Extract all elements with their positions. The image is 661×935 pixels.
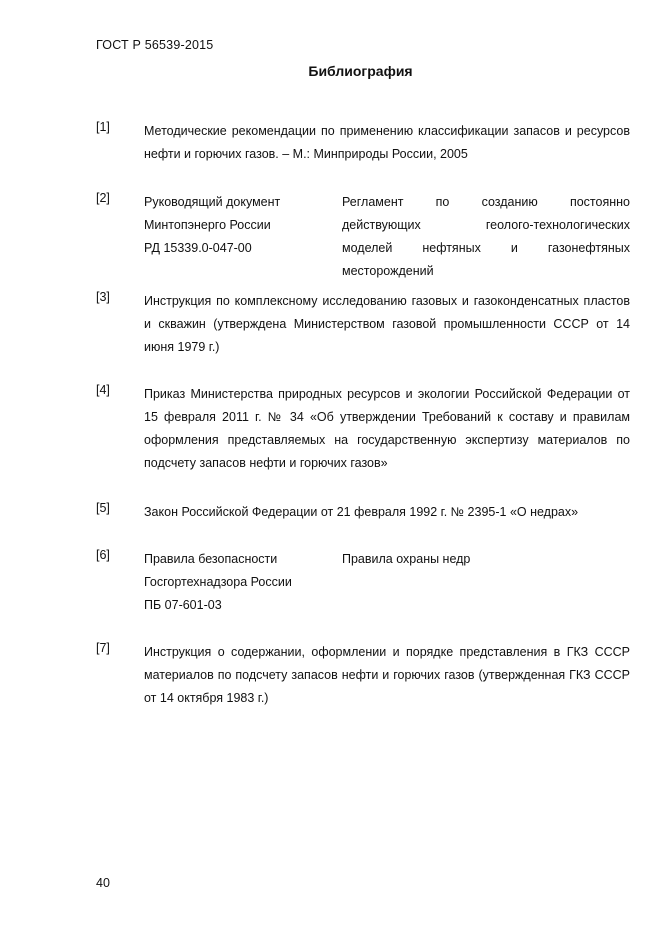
entry-left-line: Правила безопасности [144, 552, 278, 566]
entry-right-line: действующих геолого-технологических [342, 218, 630, 232]
entry-document-reference [144, 548, 342, 617]
entry-text: Инструкция о содержании, оформлении и порядке представления в ГКЗ СССР материалов по подсчету запасов нефти и горючих газов (утвержденная ГКЗ СССР от 14 октября 1983 г.) [144, 645, 630, 705]
entry-left-line: РД 15339.0-047-00 [144, 241, 252, 255]
bibliography-entry-2 [96, 191, 630, 283]
entry-number: [7] [96, 641, 110, 655]
entry-right-line: Регламент по созданию постоянно [342, 195, 630, 209]
bibliography-entry-5 [96, 501, 630, 524]
bibliography-entry-3 [96, 290, 630, 359]
bibliography-entry-4 [96, 383, 630, 475]
bibliography-entry-7 [96, 641, 630, 710]
entry-number: [3] [96, 290, 110, 304]
page-title: Библиография [308, 63, 413, 79]
document-code: ГОСТ Р 56539-2015 [96, 38, 214, 52]
entry-number: [2] [96, 191, 110, 205]
entry-text: Приказ Министерства природных ресурсов и экологии Российской Федерации от 15 февраля 2011 г. № 34 «Об утверждении Требований к составу и правилам оформления представляемых на государственную экспертизу материалов по подсчету запасов нефти и горючих газов» [144, 387, 630, 470]
entry-text: Инструкция по комплексному исследованию газовых и газоконденсатных пластов и скважин (утверждена Министерством газовой промышленности СССР от 14 июня 1979 г.) [144, 294, 630, 354]
bibliography-entry-1 [96, 120, 630, 166]
entry-number: [4] [96, 383, 110, 397]
entry-left-line: ПБ 07-601-03 [144, 598, 222, 612]
entry-number: [1] [96, 120, 110, 134]
entry-text: Закон Российской Федерации от 21 февраля 1992 г. № 2395-1 «О недрах» [144, 505, 579, 519]
entry-right-line: моделей нефтяных и газонефтяных [342, 241, 630, 255]
entry-number: [6] [96, 548, 110, 562]
entry-document-reference [144, 191, 342, 283]
entry-left-line: Минтопэнерго России [144, 218, 271, 232]
entry-document-title [342, 548, 630, 617]
entry-left-line: Госгортехнадзора России [144, 575, 292, 589]
page-number: 40 [96, 876, 110, 890]
entry-right-line: месторождений [342, 264, 434, 278]
entry-document-title [342, 191, 630, 283]
entry-text: Методические рекомендации по применению классификации запасов и ресурсов нефти и горючих газов. – М.: Минприроды России, 2005 [144, 124, 630, 161]
entry-number: [5] [96, 501, 110, 515]
entry-right-line: Правила охраны недр [342, 552, 471, 566]
bibliography-entry-6 [96, 548, 630, 617]
entry-left-line: Руководящий документ [144, 195, 281, 209]
